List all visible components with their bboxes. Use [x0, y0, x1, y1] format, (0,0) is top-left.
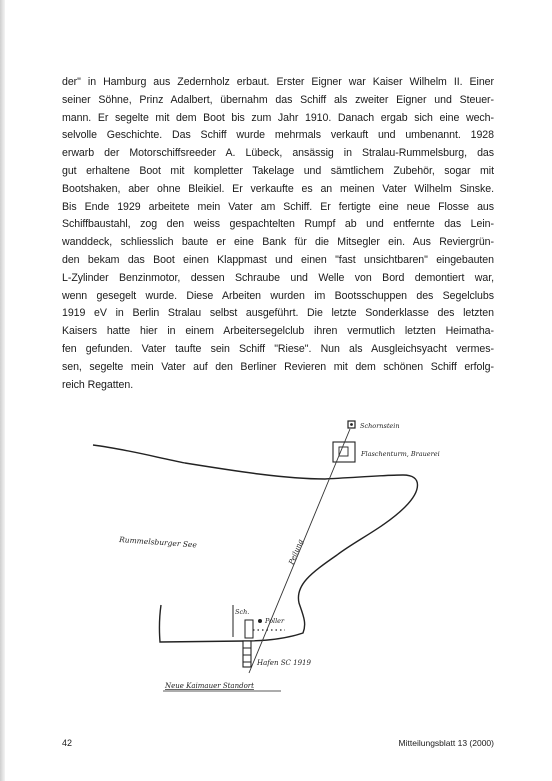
page-number: 42 — [62, 738, 73, 748]
bollard-marker — [258, 619, 262, 623]
label-brewery: Flaschenturm, Brauerei — [361, 450, 440, 458]
chimney-dot — [350, 423, 353, 426]
label-harbor: Hafen SC 1919 — [257, 659, 311, 667]
paragraph-line: Schiffbaustahl, zog den weiss gespachtelten Rumpf ab und entfernte das Lein- — [62, 218, 494, 231]
paragraph-line: wanddeck, schliesslich baute er eine Bank für die Mitsegler ein. Aus Reviergrün- — [62, 236, 494, 249]
paragraph-line: gut erhaltene Boot mit kompletter Takelage und sämtlichem Zubehör, sogar mit — [62, 164, 494, 177]
label-lake: Rummelsburger See — [118, 535, 198, 550]
paragraph-line: mann. Er segelte mit dem Boot bis zum Jahr 1910. Danach ergab sich eine wech- — [62, 111, 494, 124]
paragraph-line: sen, segelte mein Vater auf den Berliner Revieren mit dem schönen Schiff erfolg- — [62, 360, 494, 373]
paragraph-line: reich Regatten. — [62, 378, 134, 391]
label-location: Neue Kaimauer Standort — [165, 682, 254, 690]
paragraph-line: Bootshaken, aber ohne Bleikiel. Er verkaufte es an meinen Vater Wilhelm Sinske. — [62, 182, 494, 195]
paragraph-line: wenn gesegelt wurde. Diese Arbeiten wurden im Bootsschuppen des Segelclubs — [62, 289, 494, 302]
publication-reference: Mitteilungsblatt 13 (2000) — [398, 738, 494, 748]
shed-marker — [245, 620, 253, 638]
page-edge-shadow — [0, 0, 5, 781]
brewery-tower-marker — [333, 442, 355, 462]
body-paragraph — [62, 74, 494, 394]
paragraph-line: Kaisers hatte hier in einem Arbeitersegelclub ihren vermutlich letzten Heimatha- — [62, 325, 494, 338]
label-bollard: Poller — [265, 617, 285, 625]
harbor-sketch-map — [85, 415, 465, 705]
paragraph-line: Bis Ende 1929 arbeitete mein Vater am Schiff. Er fertigte eine neue Flosse aus — [62, 200, 494, 213]
label-chimney: Schornstein — [360, 422, 400, 430]
harbor-pier — [243, 641, 251, 667]
paragraph-line: den bekam das Boot einen Klappmast und einen "fast unsichtbaren" eingebauten — [62, 253, 494, 266]
paragraph-line: der" in Hamburg aus Zedernholz erbaut. Erster Eigner war Kaiser Wilhelm II. Einer — [62, 76, 494, 88]
paragraph-line: erwarb der Motorschiffsreeder A. Lübeck, ansässig in Stralau-Rummelsburg, das — [62, 147, 494, 160]
paragraph-line: seiner Söhne, Prinz Adalbert, übernahm das Schiff als zweiter Eigner und Steuer- — [62, 93, 494, 106]
paragraph-line: fen gefunden. Vater taufte sein Schiff "Riese". Nun als Ausgleichsyacht vermes- — [62, 342, 494, 355]
paragraph-line: 1919 eV in Berlin Stralau selbst ausgeführt. Die letzte Sonderklasse des letzten — [62, 307, 494, 320]
label-bearing: Peilung — [287, 538, 305, 566]
paragraph-line: selvolle Geschichte. Das Schiff wurde mehrmals verkauft und umbenannt. 1928 — [62, 129, 494, 142]
paragraph-line: L-Zylinder Benzinmotor, dessen Schraube und Welle von Bord demontiert war, — [62, 271, 494, 284]
label-shed: Sch. — [235, 608, 250, 616]
